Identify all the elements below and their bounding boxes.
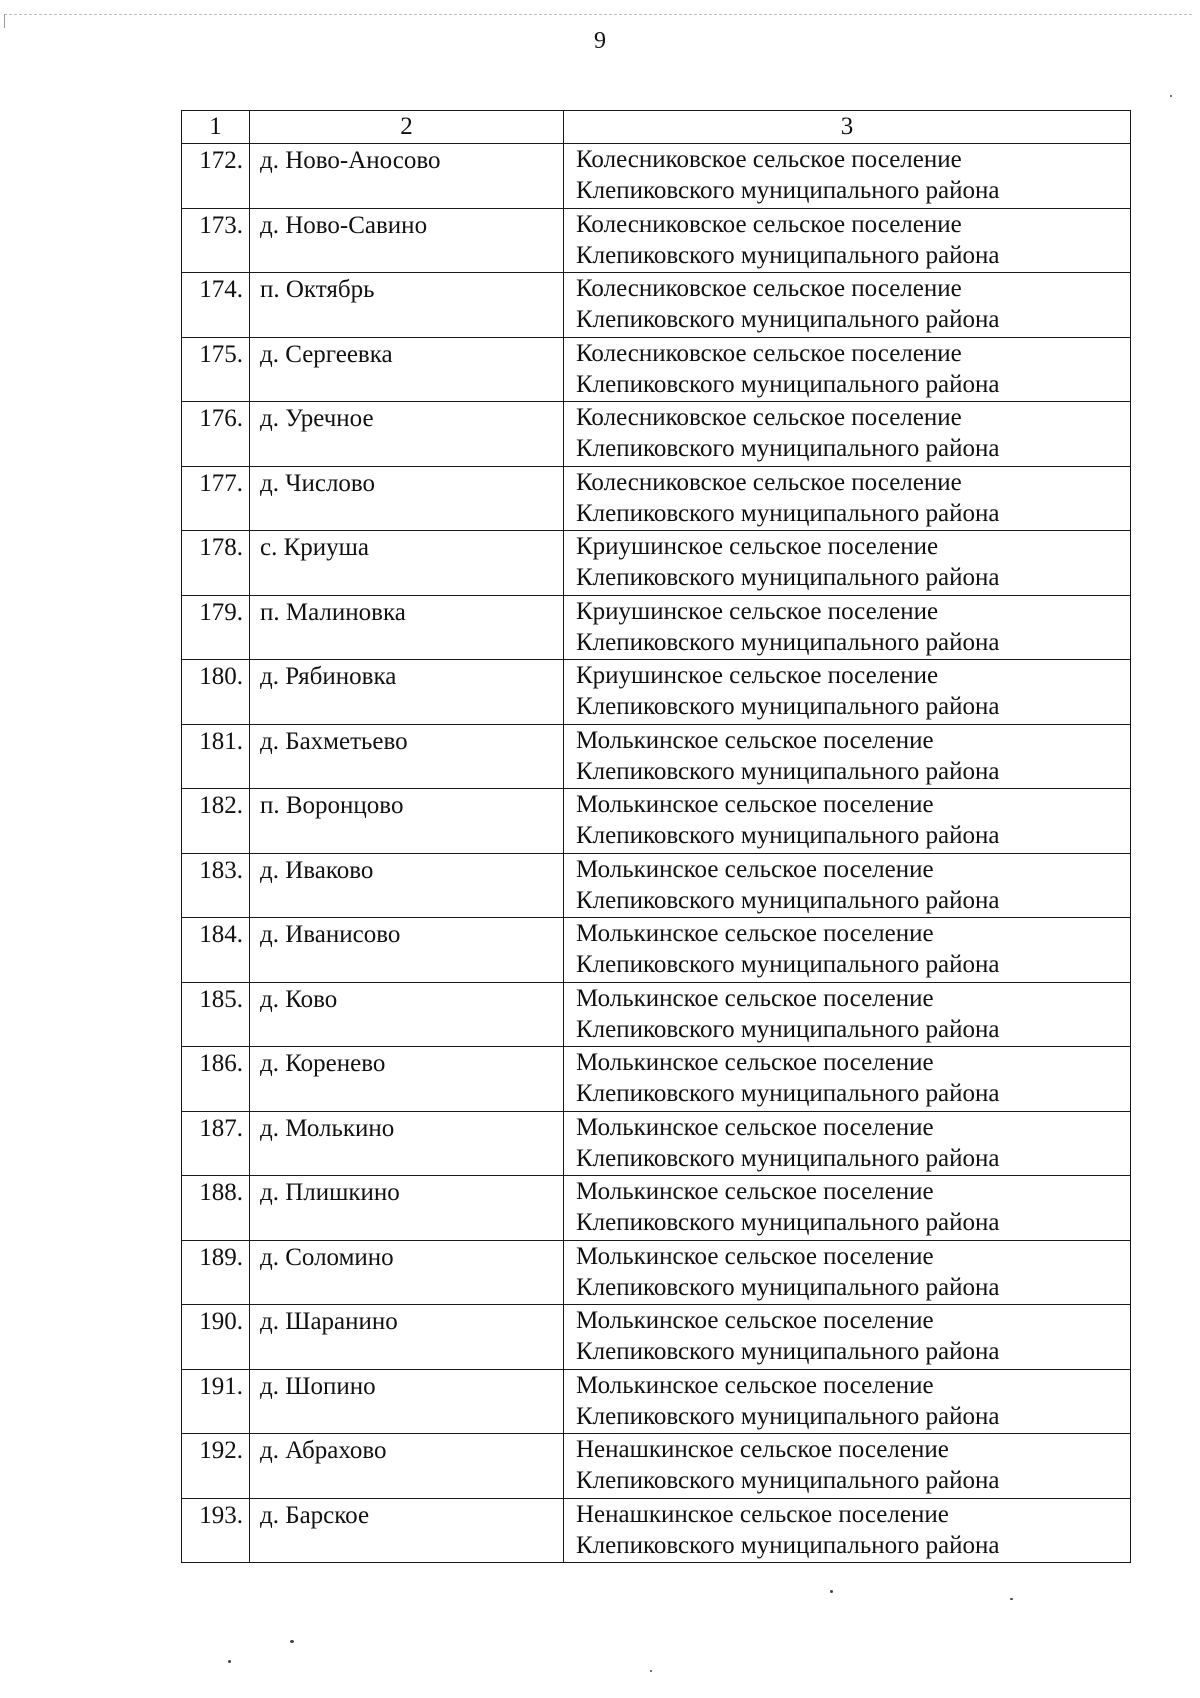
- table-body: [182, 144, 1131, 1563]
- municipality-cell: [564, 1434, 1131, 1499]
- settlement-name: д. Ково: [250, 982, 564, 1047]
- settlement-name: д. Иваково: [250, 853, 564, 918]
- settlement-name: д. Иванисово: [250, 918, 564, 983]
- row-number: 180.: [182, 660, 250, 725]
- row-number: 179.: [182, 595, 250, 660]
- page-number: 9: [594, 28, 606, 54]
- row-number: 192.: [182, 1434, 250, 1499]
- municipality-cell: [564, 273, 1131, 338]
- row-number: 182.: [182, 789, 250, 854]
- rural-settlement-name: Молькинское сельское поселение: [576, 855, 934, 883]
- row-number: 189.: [182, 1240, 250, 1305]
- district-name: Клепиковского муниципального района: [576, 1144, 1000, 1172]
- row-number: 191.: [182, 1369, 250, 1434]
- table-row: [182, 208, 1131, 273]
- row-number: 187.: [182, 1111, 250, 1176]
- row-number: 181.: [182, 724, 250, 789]
- scan-speck: [650, 1670, 652, 1672]
- table-row: [182, 1369, 1131, 1434]
- table-row: [182, 144, 1131, 209]
- scan-top-edge: [4, 14, 1192, 15]
- table-header-row: [182, 111, 1131, 144]
- table-row: [182, 789, 1131, 854]
- table-row: [182, 853, 1131, 918]
- rural-settlement-name: Молькинское сельское поселение: [576, 1307, 934, 1334]
- district-name: Клепиковского муниципального района: [576, 757, 1000, 785]
- district-name: Клепиковского муниципального района: [576, 177, 1000, 204]
- rural-settlement-name: Молькинское сельское поселение: [576, 1049, 934, 1076]
- column-header-2: 2: [250, 111, 564, 144]
- settlement-name: д. Ново-Савино: [250, 208, 564, 273]
- municipality-cell: [564, 982, 1131, 1047]
- municipality-cell: [564, 660, 1131, 725]
- rural-settlement-name: Криушинское сельское поселение: [576, 597, 939, 625]
- scan-speck: [1010, 1598, 1013, 1600]
- municipality-cell: [564, 1305, 1131, 1370]
- table-row: [182, 1047, 1131, 1112]
- district-name: Клепиковского муниципального района: [576, 1531, 1000, 1559]
- rural-settlement-name: Молькинское сельское поселение: [576, 1178, 934, 1205]
- settlement-name: д. Числово: [250, 466, 564, 531]
- municipality-cell: [564, 466, 1131, 531]
- settlement-name: д. Плишкино: [250, 1176, 564, 1241]
- rural-settlement-name: Ненашкинское сельское поселение: [576, 1436, 949, 1463]
- row-number: 183.: [182, 853, 250, 918]
- rural-settlement-name: Молькинское сельское поселение: [576, 1371, 934, 1399]
- row-number: 172.: [182, 144, 250, 209]
- rural-settlement-name: Молькинское сельское поселение: [576, 726, 934, 754]
- district-name: Клепиковского муниципального района: [576, 1015, 1000, 1043]
- municipality-cell: [564, 853, 1131, 918]
- district-name: Клепиковского муниципального района: [576, 370, 1000, 398]
- municipality-cell: [564, 1369, 1131, 1434]
- district-name: Клепиковского муниципального района: [576, 822, 1000, 849]
- district-name: Клепиковского муниципального района: [576, 1467, 1000, 1494]
- municipality-cell: [564, 531, 1131, 596]
- table-row: [182, 982, 1131, 1047]
- municipality-cell: [564, 595, 1131, 660]
- municipality-cell: [564, 144, 1131, 209]
- settlement-name: с. Криуша: [250, 531, 564, 596]
- row-number: 174.: [182, 273, 250, 338]
- settlement-name: д. Уречное: [250, 402, 564, 467]
- municipality-cell: [564, 337, 1131, 402]
- settlement-name: д. Барское: [250, 1498, 564, 1563]
- row-number: 173.: [182, 208, 250, 273]
- settlement-name: д. Сергеевка: [250, 337, 564, 402]
- district-name: Клепиковского муниципального района: [576, 886, 1000, 914]
- row-number: 178.: [182, 531, 250, 596]
- table-row: [182, 1305, 1131, 1370]
- rural-settlement-name: Молькинское сельское поселение: [576, 1242, 934, 1270]
- district-name: Клепиковского муниципального района: [576, 693, 1000, 720]
- rural-settlement-name: Колесниковское сельское поселение: [576, 468, 962, 496]
- row-number: 177.: [182, 466, 250, 531]
- settlements-table: [181, 110, 1131, 1563]
- column-header-3: 3: [564, 111, 1131, 144]
- district-name: Клепиковского муниципального района: [576, 1338, 1000, 1365]
- scan-speck: [1170, 95, 1172, 97]
- municipality-cell: [564, 789, 1131, 854]
- municipality-cell: [564, 1047, 1131, 1112]
- table-row: [182, 1434, 1131, 1499]
- settlement-name: д. Шопино: [250, 1369, 564, 1434]
- row-number: 176.: [182, 402, 250, 467]
- table-row: [182, 1176, 1131, 1241]
- table-row: [182, 337, 1131, 402]
- settlement-name: д. Бахметьево: [250, 724, 564, 789]
- settlement-name: д. Коренево: [250, 1047, 564, 1112]
- settlement-name: д. Шаранино: [250, 1305, 564, 1370]
- rural-settlement-name: Молькинское сельское поселение: [576, 984, 934, 1012]
- table-row: [182, 1240, 1131, 1305]
- scan-corner-mark: [4, 14, 5, 28]
- municipality-cell: [564, 1111, 1131, 1176]
- row-number: 190.: [182, 1305, 250, 1370]
- municipality-cell: [564, 208, 1131, 273]
- settlement-name: д. Молькино: [250, 1111, 564, 1176]
- row-number: 186.: [182, 1047, 250, 1112]
- municipality-cell: [564, 1176, 1131, 1241]
- municipality-cell: [564, 918, 1131, 983]
- district-name: Клепиковского муниципального района: [576, 1273, 1000, 1301]
- municipality-cell: [564, 1240, 1131, 1305]
- settlement-name: д. Ново-Аносово: [250, 144, 564, 209]
- table-row: [182, 724, 1131, 789]
- district-name: Клепиковского муниципального района: [576, 435, 1000, 462]
- table-row: [182, 273, 1131, 338]
- rural-settlement-name: Ненашкинское сельское поселение: [576, 1500, 949, 1528]
- settlement-name: д. Абрахово: [250, 1434, 564, 1499]
- district-name: Клепиковского муниципального района: [576, 951, 1000, 978]
- settlement-name: п. Октябрь: [250, 273, 564, 338]
- municipality-cell: [564, 402, 1131, 467]
- rural-settlement-name: Колесниковское сельское поселение: [576, 146, 962, 173]
- settlement-name: д. Рябиновка: [250, 660, 564, 725]
- district-name: Клепиковского муниципального района: [576, 306, 1000, 333]
- rural-settlement-name: Криушинское сельское поселение: [576, 533, 939, 560]
- district-name: Клепиковского муниципального района: [576, 241, 1000, 269]
- table-row: [182, 1498, 1131, 1563]
- table-row: [182, 466, 1131, 531]
- district-name: Клепиковского муниципального района: [576, 628, 1000, 656]
- row-number: 188.: [182, 1176, 250, 1241]
- rural-settlement-name: Криушинское сельское поселение: [576, 662, 939, 689]
- district-name: Клепиковского муниципального района: [576, 499, 1000, 527]
- scan-speck: [830, 1590, 833, 1593]
- table-row: [182, 402, 1131, 467]
- row-number: 185.: [182, 982, 250, 1047]
- table-row: [182, 531, 1131, 596]
- settlement-name: п. Малиновка: [250, 595, 564, 660]
- scan-speck: [290, 1640, 294, 1643]
- rural-settlement-name: Молькинское сельское поселение: [576, 1113, 934, 1141]
- table-row: [182, 660, 1131, 725]
- rural-settlement-name: Колесниковское сельское поселение: [576, 275, 962, 302]
- rural-settlement-name: Молькинское сельское поселение: [576, 920, 934, 947]
- rural-settlement-name: Колесниковское сельское поселение: [576, 339, 962, 367]
- district-name: Клепиковского муниципального района: [576, 1209, 1000, 1236]
- settlement-name: д. Соломино: [250, 1240, 564, 1305]
- table-row: [182, 1111, 1131, 1176]
- table-row: [182, 595, 1131, 660]
- district-name: Клепиковского муниципального района: [576, 564, 1000, 591]
- rural-settlement-name: Колесниковское сельское поселение: [576, 404, 962, 431]
- row-number: 193.: [182, 1498, 250, 1563]
- rural-settlement-name: Молькинское сельское поселение: [576, 791, 934, 818]
- municipality-cell: [564, 1498, 1131, 1563]
- row-number: 184.: [182, 918, 250, 983]
- rural-settlement-name: Колесниковское сельское поселение: [576, 210, 962, 238]
- district-name: Клепиковского муниципального района: [576, 1080, 1000, 1107]
- settlement-name: п. Воронцово: [250, 789, 564, 854]
- scan-speck: [228, 1660, 231, 1663]
- table-row: [182, 918, 1131, 983]
- column-header-1: 1: [182, 111, 250, 144]
- district-name: Клепиковского муниципального района: [576, 1402, 1000, 1430]
- row-number: 175.: [182, 337, 250, 402]
- municipality-cell: [564, 724, 1131, 789]
